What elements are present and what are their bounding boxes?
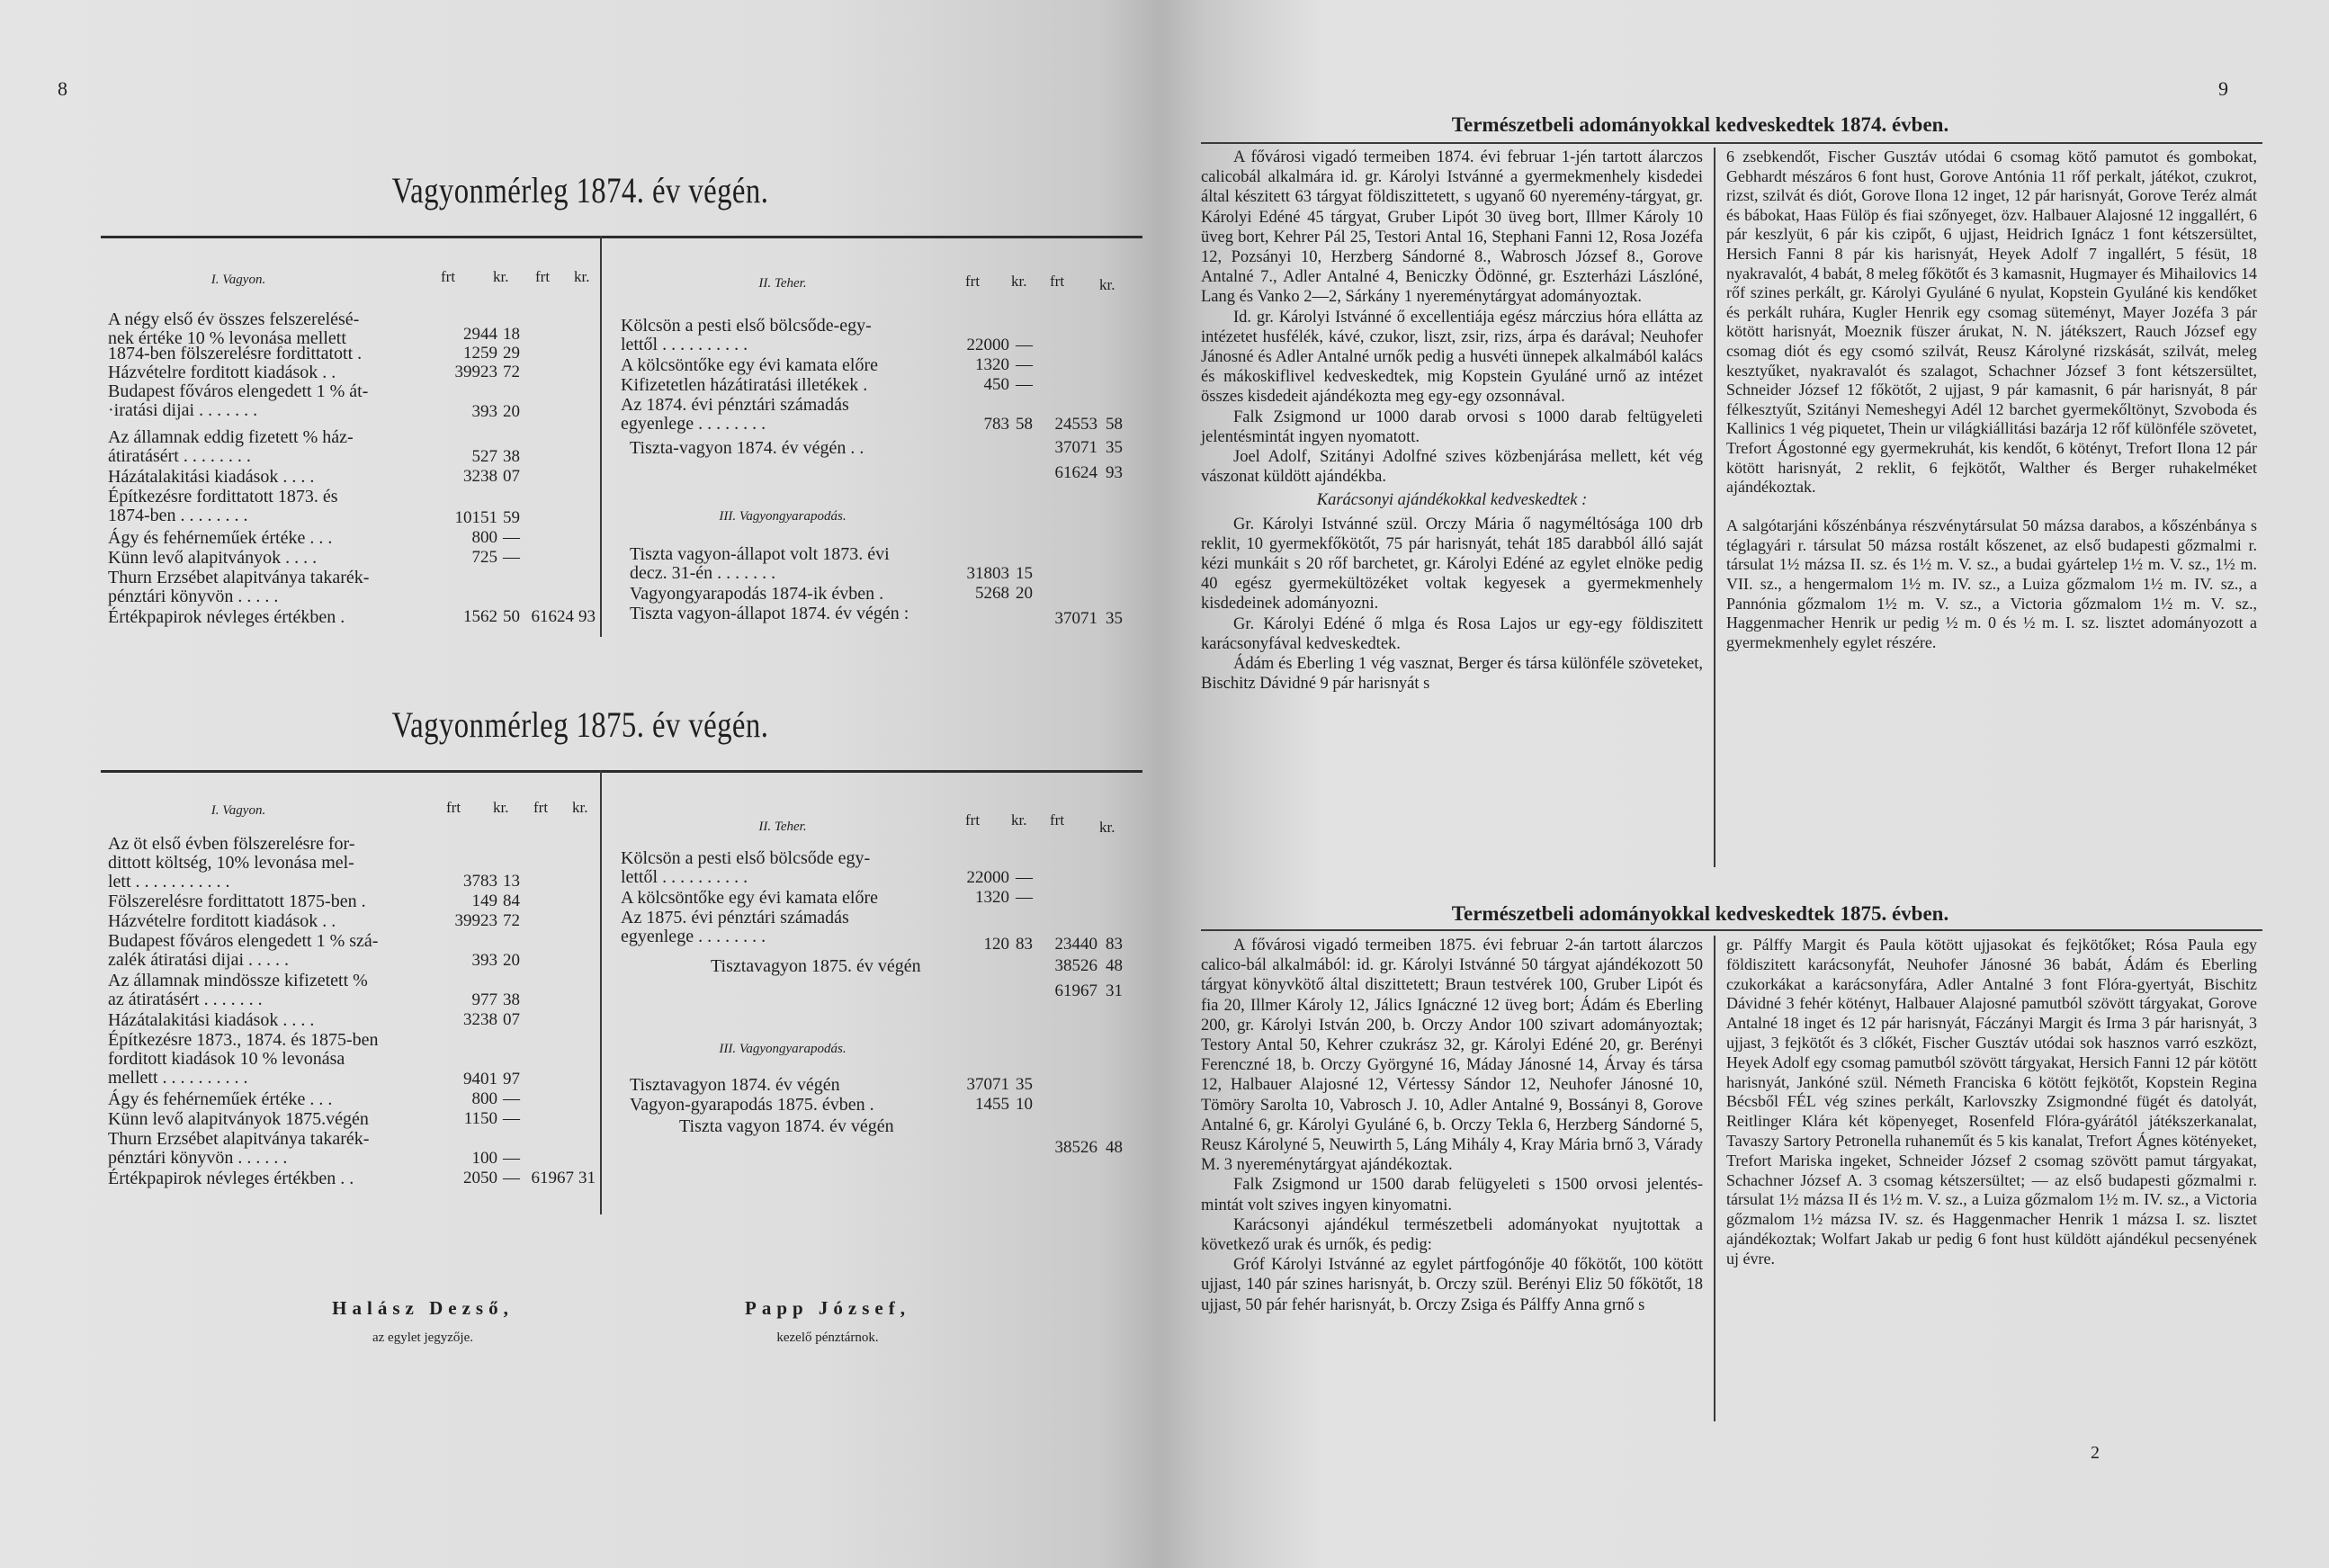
liability-kr: —: [1016, 355, 1033, 374]
asset-frt: 39923: [454, 911, 497, 930]
asset-kr: 29: [503, 344, 520, 363]
asset-entry: Építkezésre fordittatott 1873. és 1874-ben . . . . . . . .: [108, 487, 338, 525]
asset-kr: 07: [503, 1010, 520, 1029]
asset-frt: 9401: [463, 1070, 497, 1089]
asset-frt: 1150: [463, 1109, 497, 1128]
paragraph: Ádám és Eberling 1 vég vasznat, Berger és társa különféle szöveteket, Bischitz Dávidné 9 pár harisnyát s: [1201, 655, 1703, 694]
liability-frt: 1320: [975, 888, 1009, 907]
asset-entry: Thurn Erzsébet alapitványa takarék- pénztári könyvön . . . . .: [108, 568, 370, 606]
right-page: [1160, 0, 2329, 1568]
growth-frt: 37071: [1054, 609, 1097, 628]
check-total-kr: 93: [1106, 463, 1123, 482]
liabilities-total-kr: 58: [1106, 415, 1123, 434]
asset-frt: 10151: [454, 508, 497, 527]
asset-kr: 18: [503, 325, 520, 344]
asset-frt: 800: [471, 528, 497, 547]
balance-1874-title: Vagyonmérleg 1874. év végén.: [391, 170, 769, 211]
paragraph: Falk Zsigmond ur 1000 darab orvosi s 1000 darab feltügyeleti jelentésmintát ingyen nyomatott.: [1201, 408, 1703, 446]
signature-secretary: [288, 1297, 558, 1346]
asset-entry: Az államnak mindössze kifizetett % az átiratásért . . . . . . .: [108, 971, 368, 1009]
net-worth-label: Tisztavagyon 1875. év végén: [711, 956, 921, 976]
paragraph: A fővárosi vigadó termeiben 1875. évi februar 2-án tartott álarczos calico-bál alkalmából: id. gr. Károlyi Istvánné 50 tárgyat ajándékozott 50 tárgyat könyvkötő által diszittetett; Braun testvérek 100, Gruber Lipót és fia 20, Illmer Károly 12, Jálics Ignáczné 12 üveg bort; Ádám és Eberling 200, gr. Károlyi István 200, b. Orczy Andor 100 szivart adományoztak; Testory Antal 50, Kehrer czukrász 32, gr. Károlyi Edéné 20, gr. Berényi Ferenczné 18, b. Orczy Györgyné 16, Máday Jánosné 14, Árvay és társa 12, Halbauer Alajosné 12, Vértessy Sándor 12, Neuhofer Jánosné 10, Tömöry Sarolta 10, Vabrosch J. 10, Adler Antalné 9, Bossányi 8, Gorove Antalné 6, gr. Károlyi Gyuláné 6, b. Orczy Tekla 6, Herzberg Sándorné 5, Reusz Károlyné 5, Neuwirth 5, Láng Mihály 4, Kray Mária brnő 3, Várady M. 3 nyereménytárgyat ajándékoztak.: [1201, 936, 1703, 1175]
asset-entry: Értékpapirok névleges értékben .: [108, 607, 345, 627]
growth-kr: 35: [1106, 609, 1123, 628]
liability-entry: Az 1875. évi pénztári számadás egyenlege . . . . . . . .: [621, 908, 849, 946]
unit-kr: kr.: [1011, 273, 1027, 290]
liability-entry: Kifizetetlen házátiratási illetékek .: [621, 375, 868, 395]
growth-kr: 20: [1016, 584, 1033, 603]
asset-kr: 20: [503, 402, 520, 421]
net-worth-kr: 48: [1106, 956, 1123, 975]
asset-kr: —: [503, 1109, 520, 1128]
subheading: Karácsonyi ajándékokkal kedveskedtek :: [1316, 491, 1588, 510]
asset-entry: Künn levő alapitványok 1875.végén: [108, 1109, 369, 1129]
asset-frt: 393: [471, 951, 497, 970]
asset-frt: 725: [471, 548, 497, 567]
column-divider: [1714, 936, 1715, 1421]
signature-name: Papp József,: [745, 1297, 910, 1319]
asset-kr: 97: [503, 1070, 520, 1089]
unit-frt: frt: [965, 273, 981, 290]
asset-kr: 07: [503, 467, 520, 486]
signature-role: kezelő pénztárnok.: [776, 1331, 879, 1345]
assets-total-kr: 93: [578, 607, 596, 626]
asset-frt: 1259: [463, 344, 497, 363]
asset-kr: 20: [503, 951, 520, 970]
signature-cashier: [693, 1297, 963, 1346]
unit-frt: frt: [1050, 811, 1065, 829]
asset-frt: 39923: [454, 363, 497, 381]
asset-kr: 50: [503, 607, 520, 626]
asset-kr: 38: [503, 447, 520, 466]
check-total-frt: 61624: [1054, 463, 1097, 482]
asset-kr: 13: [503, 872, 520, 891]
growth-kr: 15: [1016, 564, 1033, 583]
donations-1874-title: Természetbeli adományokkal kedveskedtek 1874. évben.: [1451, 113, 1949, 136]
growth-entry: Vagyongyarapodás 1874-ik évben .: [630, 584, 884, 604]
liability-kr: —: [1016, 888, 1033, 907]
liability-frt: 783: [983, 415, 1009, 434]
check-total-frt: 61967: [1054, 981, 1097, 1000]
asset-entry: Budapest főváros elengedett 1 % át- ·iratási dijai . . . . . . .: [108, 381, 369, 420]
liability-frt: 120: [983, 935, 1009, 954]
growth-frt: 31803: [966, 564, 1009, 583]
asset-entry: Házátalakitási kiadások . . . .: [108, 467, 315, 487]
paragraph: Joel Adolf, Szitányi Adolfné szives közbenjárása mellett, két vég vászonat küldött ajándékba.: [1201, 448, 1703, 487]
asset-frt: 977: [471, 990, 497, 1009]
asset-entry: Az államnak eddig fizetett % ház- átiratásért . . . . . . . .: [108, 427, 354, 466]
signature-role: az egylet jegyzője.: [372, 1331, 474, 1345]
asset-entry: Házvételre forditott kiadások . .: [108, 363, 336, 382]
asset-entry: Az öt első évben fölszerelésre for- dittott költség, 10% levonása mel- lett . . . . . . . . . . .: [108, 834, 355, 892]
asset-entry: Építkezésre 1873., 1874. és 1875-ben forditott kiadások 10 % levonása mellett . . . . . . . . . .: [108, 1030, 379, 1088]
asset-frt: 100: [471, 1149, 497, 1168]
paragraph: A fővárosi vigadó termeiben 1874. évi februar 1-jén tartott álarczos calicobál alkalmára id. gr. Károlyi Istvánné a gyermekmenhely kisdedei által készitett 63 tárgyat földiszittetett, s ugyanő 60 nyeremény-tárgyat, gr. Károlyi Edéné 45 tárgyat, Gruber Lipót 30 üveg bort, Illmer Károly 10 üveg bort, Kehrer Pál 25, Testori Antal 16, Stephani Fanni 12, Rosa Jozéfa 12, Pozsányi 10, Herzberg Sándorné 8., Wabrosch József 8., Gorove Antalné 7., Adler Antalné 4, Beniczky Ödönné, gr. Eszterházi Lászlóné, Lang és Vanko 2—2, Sárkány 1 nyereménytárgyat adományoztak.: [1201, 148, 1703, 307]
liability-entry: A kölcsöntőke egy évi kamata előre: [621, 355, 879, 375]
assets-header: I. Vagyon.: [211, 273, 266, 287]
asset-kr: 72: [503, 363, 520, 381]
assets-total-frt: 61624: [531, 607, 574, 626]
unit-frt: frt: [1050, 273, 1065, 290]
asset-entry: 1874-ben fölszerelésre fordittatott .: [108, 344, 363, 363]
paragraph: Falk Zsigmond ur 1500 darab felügyeleti s 1500 orvosi jelentés-mintát volt szives ingyen kinyomatni.: [1201, 1176, 1703, 1214]
left-page: [0, 0, 1160, 1568]
growth-entry: Vagyon-gyarapodás 1875. évben .: [630, 1095, 874, 1115]
liability-entry: A kölcsöntőke egy évi kamata előre: [621, 888, 879, 908]
asset-kr: —: [503, 1149, 520, 1168]
liability-kr: 83: [1016, 935, 1033, 954]
asset-kr: —: [503, 1089, 520, 1108]
balance-1875-title: Vagyonmérleg 1875. év végén.: [391, 704, 769, 745]
net-worth-label: Tiszta-vagyon 1874. év végén . .: [630, 438, 864, 458]
growth-entry: Tiszta vagyon-állapot 1874. év végén :: [630, 604, 909, 623]
unit-kr: kr.: [574, 268, 590, 285]
donations-1874-left-column: [1201, 148, 1703, 694]
asset-frt: 393: [471, 402, 497, 421]
asset-entry: Ágy és fehérneműek értéke . . .: [108, 528, 333, 548]
asset-entry: Házvételre forditott kiadások . .: [108, 911, 336, 931]
column-divider: [600, 236, 602, 637]
unit-frt: frt: [441, 268, 456, 285]
unit-kr: kr.: [493, 799, 509, 816]
asset-frt: 3238: [463, 1010, 497, 1029]
liabilities-header: II. Teher.: [758, 820, 807, 834]
assets-total-frt: 61967: [531, 1169, 574, 1187]
growth-frt: 5268: [975, 584, 1009, 603]
asset-frt: 1562: [463, 607, 497, 626]
asset-frt: 527: [471, 447, 497, 466]
donations-1875-right-column: gr. Pálffy Margit és Paula kötött ujjasokat és fejkötőket; Rósa Paula egy földiszitett karácsonyfát, Neuhofer Jánosné 36 babát, Ádám és Eberling czukorkákat a karácsonyfára, Adler Antalné 3 font Flóra-gyertyát, Bischitz Dávidné 3 fehér kötényt, Halbauer Alajosné pamutból szövött tárgyakat, Gorove Antalné 18 inget és 12 pár harisnyát, Fáczányi Margit és Irma 3 pár harisnyát, 3 ujjast, 3 fejkötőt és 3 clőkét, Fischer Gusztáv utódai sok hasznos varró eszközt, Heyek Adolf egy csomag pamutból szövött tárgyakat, Hersich Fanni 12 pár kötött harisnyát, Jankóné szül. Németh Franciska 6 kötött fejkötőt, Kopstein Regina Bécsből FÉL vég szines perkált, Karlovszky Zsigmondné fügét és datolyát, Reitlinger Klára két köpenyeget, Rosenfeld Flóra-gyárától játékszerkanalat, Tavaszy Sartory Petronella ruhaneműt és 5 kis kanalat, Trefort Ágnes kötényeket, Trefort Mariska ingeket, Schneider József 2 csomag szövött pamut tárgyakat, Schachner József A. 3 csomag kétszersültet; — az első budapesti gőzmalmi r. társulat 1½ mázsa II és 1½ m. V. sz., a Luiza gőzmalom 1½ m. IV. sz., a Victoria gőzmalom 1½ mázsa IV. sz. és Haggenmacher Henrik 1 mázsa I. sz. lisztet ajándékoztak; Wolfart Jakab ur pedig 6 font hust küldött ajándékul pecsenyének uj évre.: [1726, 936, 2257, 1268]
page-number: 9: [2218, 77, 2228, 100]
unit-frt: frt: [535, 268, 551, 285]
footer-number: 2: [2091, 1443, 2100, 1463]
paragraph: Karácsonyi ajándékul természetbeli adományokat nyujtottak a következő urak és urnők, és pedig:: [1201, 1215, 1703, 1255]
divider-rule: [101, 236, 1142, 238]
donations-1875-title: Természetbeli adományokkal kedveskedtek 1875. évben.: [1451, 902, 1949, 925]
liability-frt: 22000: [966, 336, 1009, 354]
unit-kr: kr.: [1099, 276, 1115, 293]
asset-entry: Thurn Erzsébet alapitványa takarék- pénztári könyvön . . . . . .: [108, 1129, 370, 1168]
unit-frt: frt: [533, 799, 549, 816]
liabilities-header: II. Teher.: [758, 276, 807, 291]
unit-frt: frt: [965, 811, 981, 829]
asset-frt: 2944: [463, 325, 497, 344]
assets-header: I. Vagyon.: [211, 803, 266, 818]
divider-rule: [101, 770, 1142, 773]
asset-entry: Házátalakitási kiadások . . . .: [108, 1010, 315, 1030]
liability-entry: Kölcsön a pesti első bölcsőde egy- lettől . . . . . . . . . .: [621, 848, 871, 887]
asset-entry: Künn levő alapitványok . . . .: [108, 548, 318, 568]
asset-frt: 2050: [463, 1169, 497, 1187]
growth-entry: Tiszta vagyon-állapot volt 1873. évi decz. 31-én . . . . . . .: [630, 544, 890, 583]
growth-frt: 37071: [966, 1075, 1009, 1094]
unit-kr: kr.: [493, 268, 509, 285]
growth-frt: 1455: [975, 1095, 1009, 1114]
liability-entry: Kölcsön a pesti első bölcsőde-egy- lettől . . . . . . . . . .: [621, 316, 872, 354]
unit-kr: kr.: [572, 799, 588, 816]
signature-name: Halász Dezső,: [332, 1297, 514, 1319]
asset-kr: —: [503, 1169, 520, 1187]
growth-kr: 48: [1106, 1138, 1123, 1157]
asset-entry: Értékpapirok névleges értékben . .: [108, 1169, 354, 1188]
growth-header: III. Vagyongyarapodás.: [719, 509, 847, 524]
asset-entry: Budapest főváros elengedett 1 % szá- zalék átiratási dijai . . . . .: [108, 931, 379, 970]
liability-frt: 450: [983, 375, 1009, 394]
net-worth-frt: 38526: [1054, 956, 1097, 975]
assets-total-kr: 31: [578, 1169, 596, 1187]
liabilities-total-frt: 24553: [1054, 415, 1097, 434]
asset-frt: 3783: [463, 872, 497, 891]
liability-frt: 1320: [975, 355, 1009, 374]
growth-entry: Tiszta vagyon 1874. év végén: [679, 1116, 894, 1136]
column-divider: [1714, 148, 1715, 867]
paragraph: Gr. Károlyi Edéné ő mlga és Rosa Lajos ur egy-egy földiszitett karácsonyfával kedveskedtek.: [1201, 614, 1703, 653]
asset-entry: Ágy és fehérneműek értéke . . .: [108, 1089, 333, 1109]
check-total-kr: 31: [1106, 981, 1123, 1000]
liabilities-total-kr: 83: [1106, 935, 1123, 954]
asset-kr: 59: [503, 508, 520, 527]
divider-rule: [1201, 142, 2262, 144]
growth-frt: 38526: [1054, 1138, 1097, 1157]
paragraph: Gróf Károlyi Istvánné az egylet pártfogónője 40 főkötőt, 100 kötött ujjast, 140 pár szines harisnyát, b. Orczy szül. Berényi Eliz 50 főkötőt, 18 ujjast, 50 pár fehér harisnyát, b. Orczy Zsiga és Pálffy Anna grnő s: [1201, 1256, 1703, 1314]
net-worth-kr: 35: [1106, 438, 1123, 457]
net-worth-frt: 37071: [1054, 438, 1097, 457]
asset-frt: 149: [471, 892, 497, 910]
liability-kr: —: [1016, 868, 1033, 887]
asset-kr: —: [503, 528, 520, 547]
growth-kr: 35: [1016, 1075, 1033, 1094]
growth-header: III. Vagyongyarapodás.: [719, 1042, 847, 1056]
paragraph: Gr. Károlyi Istvánné szül. Orczy Mária ő nagyméltósága 100 drb reklit, 10 gyermekfőkötőt, 75 pár harisnyát, tehát 185 darabból álló saját kézi munkáit s 20 rőf barchetet, gr. Károlyi Edéné az egylet elnöke pedig 40 egész gyermekültözéket voltak kegyesek a gyermekmenhely kisdedeinek adományozni.: [1201, 515, 1703, 614]
growth-entry: Tisztavagyon 1874. év végén: [630, 1075, 840, 1095]
unit-frt: frt: [446, 799, 461, 816]
growth-kr: 10: [1016, 1095, 1033, 1114]
paragraph: Id. gr. Károlyi Istvánné ő excellentiája egész márczius hóra ellátta az intézetet husfélék, kávé, czukor, liszt, zsir, rizs, árpa és darával; Neuhofer Jánosné és Adler Antalné urnők pedig a husvéti ünnepek alkalmából kalács és mákoskiflivel kedveskedtek, mig Kopstein Gyuláné urnő az intézet összes kisdedeit ajándékozta meg egy-egy ozsonnával.: [1201, 308, 1703, 407]
donations-1874-right-column: 6 zsebkendőt, Fischer Gusztáv utódai 6 csomag kötő pamutot és gombokat, Gebhardt mészáros 6 font hust, Gorove Antónia 11 rőf perkalt, játékot, czukrot, rizst, szilvát és diót, Gorove Ilona 12 inget, 12 pár harisnyát, Gorove Teréz almát és bábokat, Haas Fülöp és fiai szőnyeget, özv. Halbauer Alajosné 12 inggallért, 6 pár keszlyüt, 6 pár kis czipőt, 6 ujjast, Heidrich Ignácz 1 font kétszersültet, Hersich Fanni 8 pár kis harisnyát, Heyek Adolf 7 ingallért, 5 fésüt, 18 nyakravalót, 4 babát, 8 meleg főkötőt és 3 kamasnit, Hugmayer és Mihailovics 14 rőf szines perkált, gr. Károlyi Gyuláné 6 nyulat, Kopstein Gyuláné kis kendőket és perkált ruhára, Kugler Henrik egy csomag süteményt, Mayer Jozéfa 3 pár kötött harisnyát, Moeznik füszer árukat, N. N. játékszert, Rauch József egy csomag diót és egy csomó szilvát, Reusz Károlyné rizskását, szilvát, meleg kesztyűket, nyakravalót és szalagot, Schachner József 3 font kétszersültet, Schneider József 12 főkötőt, 2 ujjast, 9 pár kamasnit, 6 pár harisnyát, 8 pár félkesztyűt, Szitányi Nemeshegyi Adél 12 barchet gyermekőltönyt, Szvoboda és Kallinics 1 vég piquetet, Thein ur világkiállitási bazárja 12 rőf különféle szövetet, Trefort Ágostonné egy gyermekruhát, kis kendőt, 6 kötényt, Trefort Ilona 12 pár kötött harisnyát, 2 reklit, 6 fejkötőt, Walther és Berger ruhakelméket ajándékoztak. A salgótarjáni kőszénbánya részvénytársulat 50 mázsa darabos, a kőszénbánya s téglagyári r. társulat 50 mázsa rostált kőszenet, az első budapesti gőzmalmi r. társulat 1½ mázsa II. sz. és 1½ m. V. sz., a budai gyártelep 1½ m. V. sz., 1½ m. VII. sz., a hengermalom 1½ m. IV. sz., a Luiza gőzmalom 1½ m. IV. sz., a Pannónia gőzmalom 1½ m. V. sz., a Victoria gőzmalom 1½ m. V. sz., Haggenmacher Henrik ur pedig ½ m. 0 és ½ m. I. sz. lisztet adományozott a gyermekmenhely egylet részére.: [1726, 148, 2257, 651]
asset-frt: 800: [471, 1089, 497, 1108]
asset-entry: Fölszerelésre fordittatott 1875-ben .: [108, 892, 366, 911]
donations-1875-left-column: [1201, 936, 1703, 1315]
liability-frt: 22000: [966, 868, 1009, 887]
liability-kr: —: [1016, 375, 1033, 394]
asset-kr: 38: [503, 990, 520, 1009]
divider-rule: [1201, 929, 2262, 931]
asset-kr: 72: [503, 911, 520, 930]
asset-kr: —: [503, 548, 520, 567]
asset-entry: A négy első év összes felszerelésé- nek értéke 10 % levonása mellett: [108, 309, 360, 348]
liability-entry: Az 1874. évi pénztári számadás egyenlege . . . . . . . .: [621, 395, 849, 434]
liability-kr: —: [1016, 336, 1033, 354]
liabilities-total-frt: 23440: [1054, 935, 1097, 954]
asset-frt: 3238: [463, 467, 497, 486]
unit-kr: kr.: [1099, 819, 1115, 836]
liability-kr: 58: [1016, 415, 1033, 434]
asset-kr: 84: [503, 892, 520, 910]
page-number: 8: [58, 77, 67, 100]
unit-kr: kr.: [1011, 811, 1027, 829]
column-divider: [600, 770, 602, 1214]
